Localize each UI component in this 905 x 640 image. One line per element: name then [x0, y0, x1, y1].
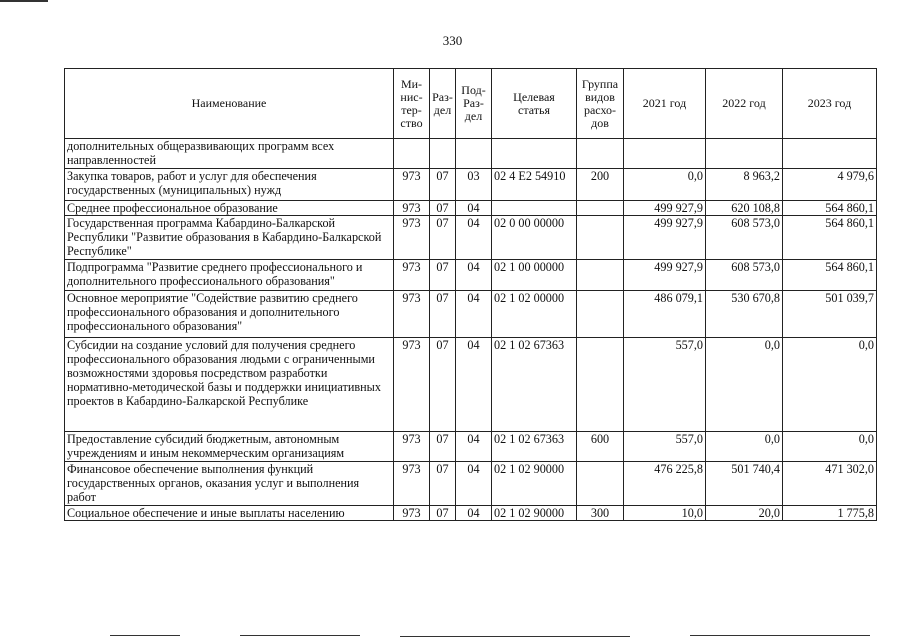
table-row [65, 432, 877, 462]
cell-expense-group: 300 [577, 506, 624, 521]
page-number: 330 [442, 33, 463, 48]
scan-artifact [400, 636, 630, 637]
cell-value-2022 [706, 139, 783, 169]
cell-value-2022: 8 963,2 [706, 169, 783, 201]
cell-value-2021: 499 927,9 [624, 201, 706, 216]
cell-subsection: 04 [456, 260, 492, 291]
cell-expense-group: 200 [577, 169, 624, 201]
cell-value-2023: 564 860,1 [783, 216, 877, 260]
header-2021: 2021 год [624, 69, 706, 139]
table-row [65, 216, 877, 260]
cell-target: 02 1 02 00000 [492, 291, 577, 338]
cell-value-2022: 620 108,8 [706, 201, 783, 216]
cell-target: 02 1 02 90000 [492, 506, 577, 521]
scan-artifact [0, 0, 48, 2]
table-row [65, 169, 877, 201]
cell-ministry: 973 [394, 291, 430, 338]
cell-target: 02 1 00 00000 [492, 260, 577, 291]
cell-expense-group [577, 216, 624, 260]
cell-value-2021: 10,0 [624, 506, 706, 521]
cell-expense-group [577, 139, 624, 169]
cell-target: 02 0 00 00000 [492, 216, 577, 260]
cell-subsection: 04 [456, 216, 492, 260]
cell-ministry: 973 [394, 338, 430, 432]
table-header [65, 69, 877, 139]
cell-value-2021: 476 225,8 [624, 462, 706, 506]
cell-value-2023: 0,0 [783, 338, 877, 432]
cell-value-2021: 557,0 [624, 338, 706, 432]
cell-subsection: 04 [456, 462, 492, 506]
cell-value-2022: 530 670,8 [706, 291, 783, 338]
header-ministry: Ми- нис- тер- ство [394, 69, 430, 139]
header-2022: 2022 год [706, 69, 783, 139]
table-row [65, 260, 877, 291]
cell-ministry: 973 [394, 169, 430, 201]
cell-expense-group [577, 338, 624, 432]
cell-value-2021: 499 927,9 [624, 216, 706, 260]
cell-subsection [456, 139, 492, 169]
table-row [65, 462, 877, 506]
header-subsection: Под- Раз- дел [456, 69, 492, 139]
cell-target: 02 1 02 67363 [492, 432, 577, 462]
cell-value-2022: 608 573,0 [706, 216, 783, 260]
cell-expense-group: 600 [577, 432, 624, 462]
cell-target: 02 1 02 67363 [492, 338, 577, 432]
header-target: Целевая статья [492, 69, 577, 139]
cell-subsection: 04 [456, 201, 492, 216]
cell-ministry: 973 [394, 462, 430, 506]
cell-subsection: 04 [456, 432, 492, 462]
cell-value-2023: 1 775,8 [783, 506, 877, 521]
cell-value-2021: 0,0 [624, 169, 706, 201]
header-section: Раз- дел [430, 69, 456, 139]
cell-target: 02 1 02 90000 [492, 462, 577, 506]
scan-artifact [690, 635, 870, 636]
table-row [65, 338, 877, 432]
scan-artifact [110, 635, 180, 636]
header-expense-group: Группа видов расхо- дов [577, 69, 624, 139]
cell-name: дополнительных общеразвивающих программ всех направленностей [65, 139, 394, 169]
cell-section: 07 [430, 201, 456, 216]
cell-name: Среднее профессиональное образование [65, 201, 394, 216]
cell-value-2022: 501 740,4 [706, 462, 783, 506]
cell-ministry: 973 [394, 216, 430, 260]
table-row [65, 506, 877, 521]
scan-artifact [240, 635, 360, 636]
cell-section: 07 [430, 169, 456, 201]
cell-value-2022: 0,0 [706, 338, 783, 432]
cell-section [430, 139, 456, 169]
cell-value-2022: 20,0 [706, 506, 783, 521]
cell-value-2023 [783, 139, 877, 169]
cell-target: 02 4 E2 54910 [492, 169, 577, 201]
cell-name: Основное мероприятие "Содействие развитию среднего профессионального образования и дополнительного профессионального образования" [65, 291, 394, 338]
cell-ministry: 973 [394, 432, 430, 462]
cell-ministry: 973 [394, 260, 430, 291]
cell-section: 07 [430, 260, 456, 291]
cell-ministry: 973 [394, 201, 430, 216]
cell-value-2021: 499 927,9 [624, 260, 706, 291]
cell-section: 07 [430, 506, 456, 521]
cell-name: Подпрограмма "Развитие среднего профессионального и дополнительного профессионального образования" [65, 260, 394, 291]
cell-value-2023: 501 039,7 [783, 291, 877, 338]
cell-expense-group [577, 291, 624, 338]
cell-value-2022: 608 573,0 [706, 260, 783, 291]
cell-subsection: 04 [456, 291, 492, 338]
header-name: Наименование [65, 69, 394, 139]
table-row [65, 201, 877, 216]
cell-expense-group [577, 201, 624, 216]
cell-name: Субсидии на создание условий для получения среднего профессионального образования людьми с ограниченными возможностями здоровья посредством разработки нормативно-методической базы и поддержки инициативных проектов в Кабардино-Балкарской Республике [65, 338, 394, 432]
cell-value-2022: 0,0 [706, 432, 783, 462]
header-2023: 2023 год [783, 69, 877, 139]
cell-target [492, 201, 577, 216]
cell-subsection: 04 [456, 338, 492, 432]
cell-value-2023: 4 979,6 [783, 169, 877, 201]
table-row [65, 291, 877, 338]
budget-table [64, 68, 877, 521]
cell-value-2021 [624, 139, 706, 169]
cell-name: Социальное обеспечение и иные выплаты населению [65, 506, 394, 521]
cell-value-2023: 564 860,1 [783, 201, 877, 216]
cell-target [492, 139, 577, 169]
cell-subsection: 04 [456, 506, 492, 521]
cell-name: Предоставление субсидий бюджетным, автономным учреждениям и иным некоммерческим организациям [65, 432, 394, 462]
cell-section: 07 [430, 462, 456, 506]
table-row [65, 139, 877, 169]
cell-ministry [394, 139, 430, 169]
cell-name: Государственная программа Кабардино-Балкарской Республики "Развитие образования в Кабардино-Балкарской Республике" [65, 216, 394, 260]
cell-ministry: 973 [394, 506, 430, 521]
cell-section: 07 [430, 291, 456, 338]
cell-value-2023: 471 302,0 [783, 462, 877, 506]
cell-name: Закупка товаров, работ и услуг для обеспечения государственных (муниципальных) нужд [65, 169, 394, 201]
cell-value-2023: 0,0 [783, 432, 877, 462]
cell-section: 07 [430, 216, 456, 260]
cell-name: Финансовое обеспечение выполнения функций государственных органов, оказания услуг и выполнения работ [65, 462, 394, 506]
cell-section: 07 [430, 338, 456, 432]
cell-value-2021: 486 079,1 [624, 291, 706, 338]
cell-value-2021: 557,0 [624, 432, 706, 462]
cell-expense-group [577, 260, 624, 291]
cell-value-2023: 564 860,1 [783, 260, 877, 291]
cell-subsection: 03 [456, 169, 492, 201]
cell-expense-group [577, 462, 624, 506]
cell-section: 07 [430, 432, 456, 462]
